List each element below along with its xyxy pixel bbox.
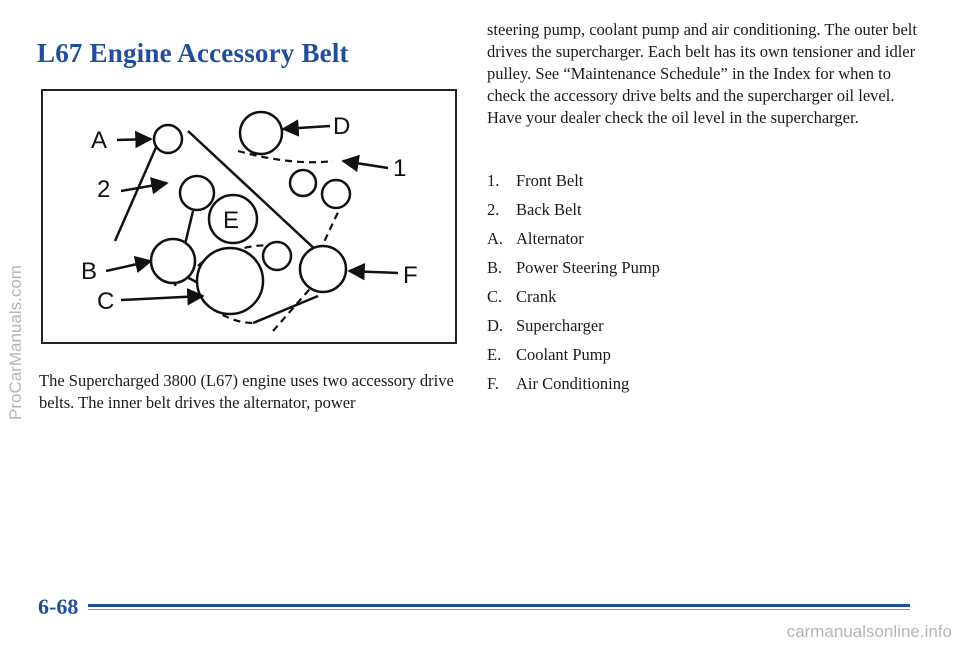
footer-rule-thin xyxy=(88,609,910,610)
legend-item: A. Alternator xyxy=(487,229,584,248)
legend-item: 1. Front Belt xyxy=(487,171,584,190)
legend-item: E. Coolant Pump xyxy=(487,345,611,364)
legend-item: F. Air Conditioning xyxy=(487,374,630,393)
label-a: A xyxy=(91,127,108,154)
label-c: C xyxy=(97,288,115,315)
legend-item: D. Supercharger xyxy=(487,316,604,335)
page-number: 6-68 xyxy=(38,594,79,619)
belt-diagram-svg xyxy=(43,91,455,342)
belt-routing-diagram xyxy=(41,89,457,344)
label-d: D xyxy=(333,113,351,140)
continued-paragraph: steering pump, coolant pump and air conditioning. The outer belt drives the supercharger. Each belt has its own tensioner and idler pulley. See “Maintenance Schedule” in the Index for when to check the accessory drive belts and the supercharger oil level. Have your dealer check the oil level in the supercharger. xyxy=(487,20,917,127)
tensioner-pulley xyxy=(290,170,316,196)
tensioner-pulley-2 xyxy=(263,242,291,270)
legend-item: B. Power Steering Pump xyxy=(487,258,660,277)
legend-item: 2. Back Belt xyxy=(487,200,582,219)
alternator-pulley xyxy=(154,125,182,153)
diagram-legend xyxy=(487,170,787,402)
label-one: 1 xyxy=(393,155,407,182)
supercharger-pulley xyxy=(240,112,282,154)
power-steering-pulley xyxy=(151,239,195,283)
label-e: E xyxy=(223,207,240,234)
label-f: F xyxy=(403,262,418,289)
air-conditioning-pulley xyxy=(300,246,346,292)
footer-rule xyxy=(88,604,910,607)
intro-paragraph: The Supercharged 3800 (L67) engine uses two accessory drive belts. The inner belt drives the alternator, power xyxy=(39,371,454,412)
idler-pulley-2 xyxy=(322,180,350,208)
crank-pulley xyxy=(197,248,263,314)
section-heading: L67 Engine Accessory Belt xyxy=(37,38,349,68)
side-watermark: ProCarManuals.com xyxy=(6,265,25,420)
pulleys xyxy=(151,112,350,314)
label-two: 2 xyxy=(97,176,111,203)
idler-pulley xyxy=(180,176,214,210)
label-b: B xyxy=(81,258,98,285)
bottom-watermark: carmanualsonline.info xyxy=(786,622,952,641)
legend-item: C. Crank xyxy=(487,287,557,306)
